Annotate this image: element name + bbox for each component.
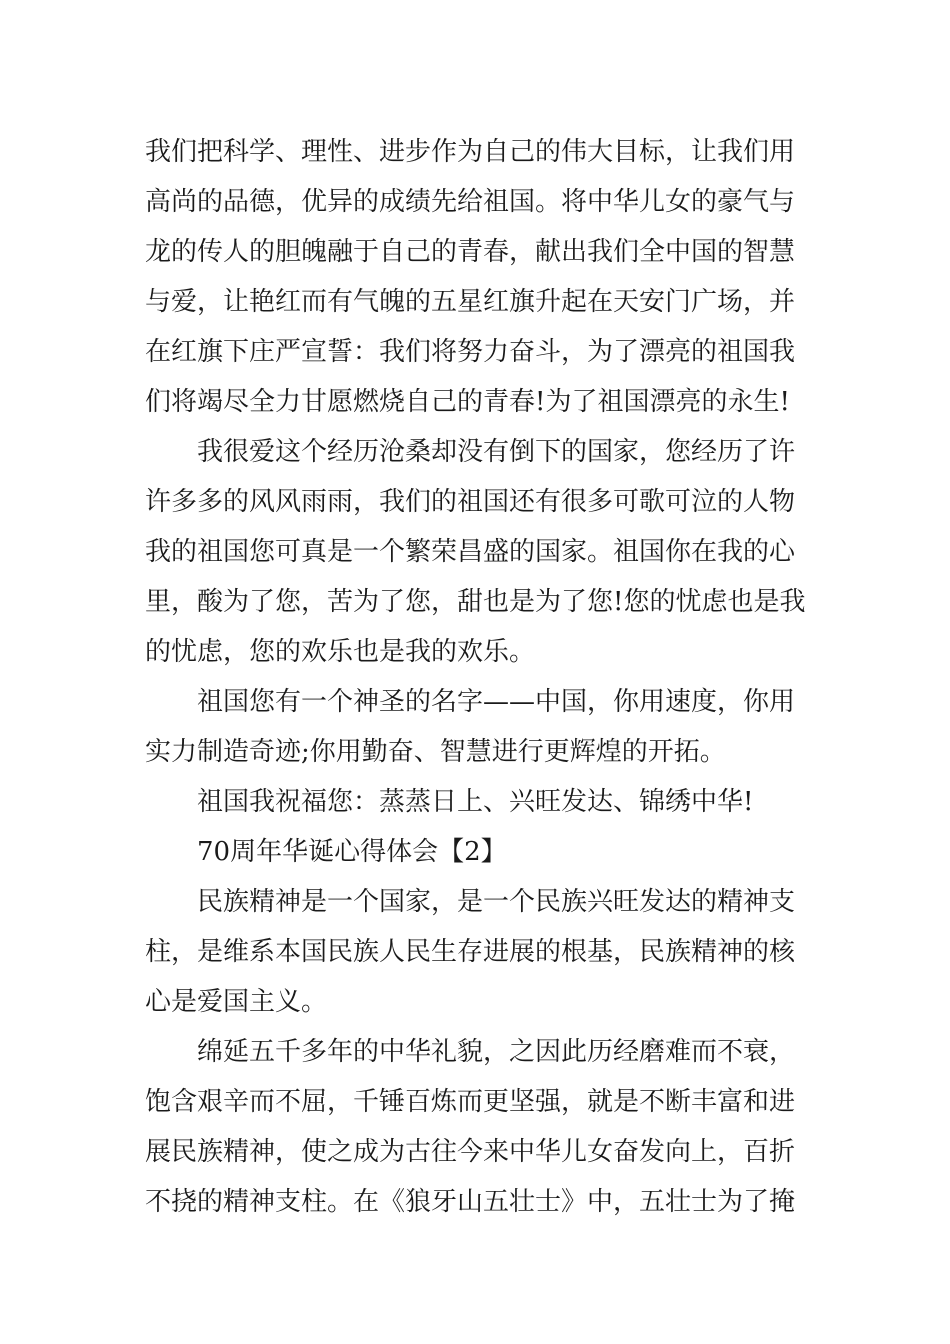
text-line: 的忧虑，您的欢乐也是我的欢乐。 (145, 637, 536, 667)
section-heading: 70周年华诞心得体会【2】 (197, 837, 507, 867)
paragraph-start-line: 我很爱这个经历沧桑却没有倒下的国家，您经历了许 (197, 437, 796, 467)
text-line: 柱，是维系本国民族人民生存进展的根基，民族精神的核 (145, 937, 796, 967)
text-line: 实力制造奇迹;你用勤奋、智慧进行更辉煌的开拓。 (145, 737, 726, 767)
text-line: 在红旗下庄严宣誓：我们将努力奋斗，为了漂亮的祖国我 (145, 337, 796, 367)
text-line: 饱含艰辛而不屈，千锤百炼而更坚强，就是不断丰富和进 (145, 1087, 796, 1117)
text-line: 展民族精神，使之成为古往今来中华儿女奋发向上，百折 (145, 1137, 796, 1167)
text-line: 高尚的品德，优异的成绩先给祖国。将中华儿女的豪气与 (145, 187, 796, 217)
paragraph-start-line: 祖国我祝福您：蒸蒸日上、兴旺发达、锦绣中华! (197, 787, 754, 817)
text-line: 不挠的精神支柱。在《狼牙山五壮士》中，五壮士为了掩 (145, 1187, 796, 1217)
text-line: 们将竭尽全力甘愿燃烧自己的青春!为了祖国漂亮的永生! (145, 387, 790, 417)
document-body (145, 127, 810, 1227)
text-line: 龙的传人的胆魄融于自己的青春，献出我们全中国的智慧 (145, 237, 796, 267)
text-line: 我的祖国您可真是一个繁荣昌盛的国家。祖国你在我的心 (145, 537, 796, 567)
text-line: 与爱，让艳红而有气魄的五星红旗升起在天安门广场，并 (145, 287, 796, 317)
text-line: 里，酸为了您，苦为了您，甜也是为了您!您的忧虑也是我 (145, 587, 806, 617)
text-line: 许多多的风风雨雨，我们的祖国还有很多可歌可泣的人物 (145, 487, 796, 517)
paragraph-start-line: 民族精神是一个国家，是一个民族兴旺发达的精神支 (197, 887, 796, 917)
text-line: 我们把科学、理性、进步作为自己的伟大目标，让我们用 (145, 137, 796, 167)
paragraph-start-line: 绵延五千多年的中华礼貌，之因此历经磨难而不衰， (197, 1037, 796, 1067)
paragraph-start-line: 祖国您有一个神圣的名字——中国，你用速度，你用 (197, 687, 796, 717)
text-line: 心是爱国主义。 (145, 987, 328, 1017)
